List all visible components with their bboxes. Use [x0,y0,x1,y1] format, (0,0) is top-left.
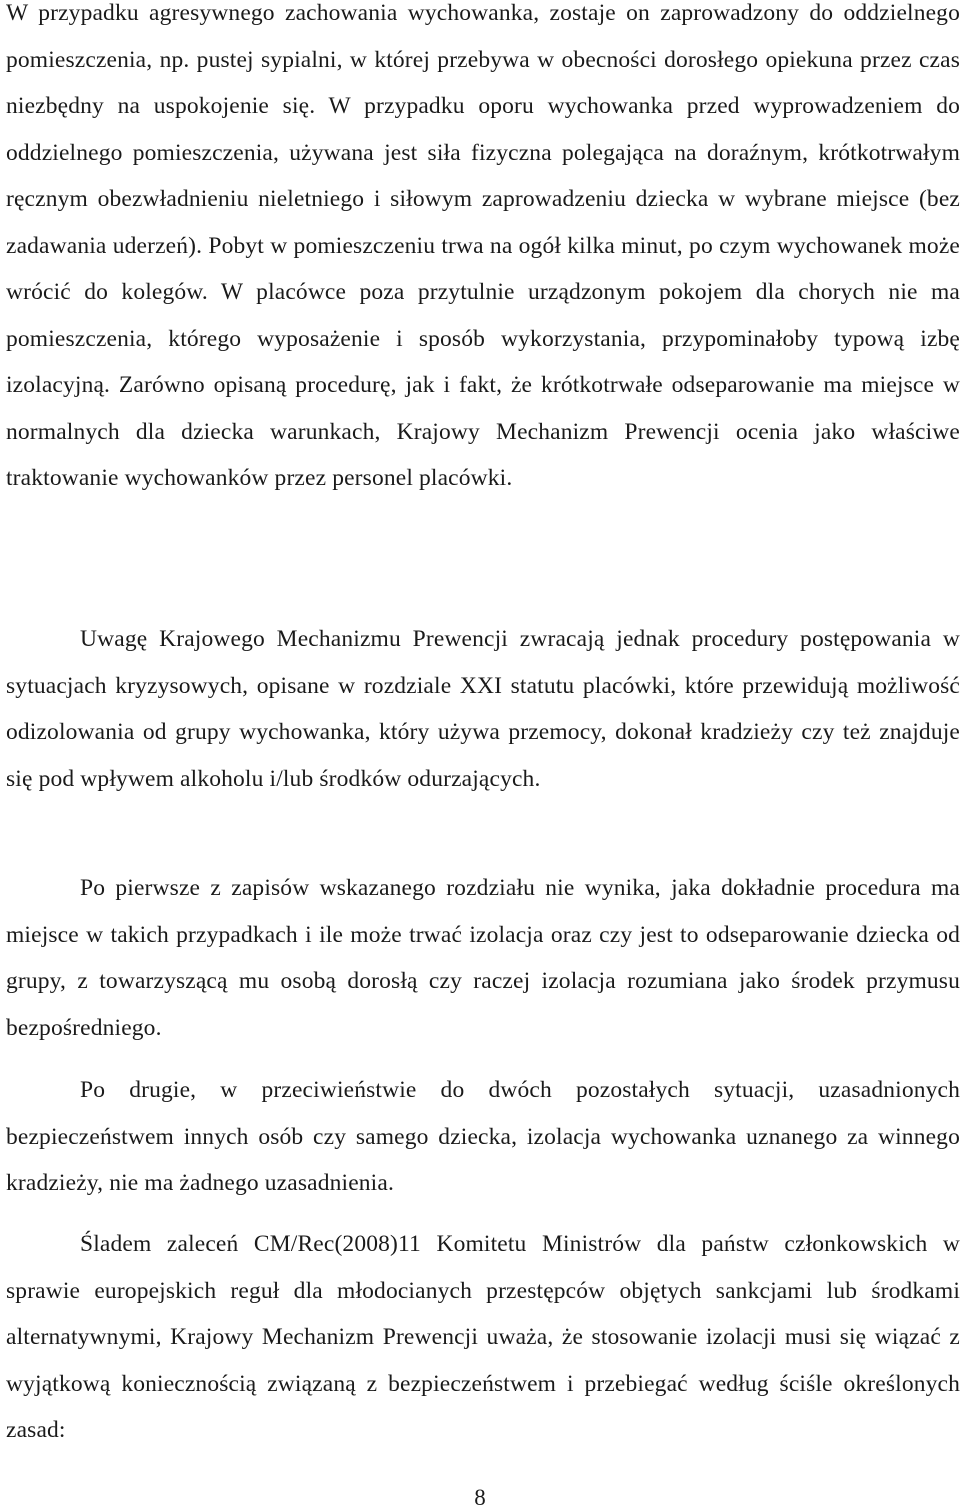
page-number: 8 [474,1485,486,1510]
paragraph-1: W przypadku agresywnego zachowania wychowanka, zostaje on zaprowadzony do oddzielnego pomieszczenia, np. pustej sypialni, w której przebywa w obecności dorosłego opiekuna przez czas niezbędny na uspokojenie się. W przypadku oporu wychowanka przed wyprowadzeniem do oddzielnego pomieszczenia, używana jest siła fizyczna polegająca na doraźnym, krótkotrwałym ręcznym obezwładnieniu nieletniego i siłowym zaprowadzeniu dziecka w wybrane miejsce (bez zadawania uderzeń). Pobyt w pomieszczeniu trwa na ogół kilka minut, po czym wychowanek może wrócić do kolegów. W placówce poza przytulnie urządzonym pokojem dla chorych nie ma pomieszczenia, którego wyposażenie i sposób wykorzystania, przypominałoby typową izbę izolacyjną. Zarówno opisaną procedurę, jak i fakt, że krótkotrwałe odseparowanie ma miejsce w normalnych dla dziecka warunkach, Krajowy Mechanizm Prewencji ocenia jako właściwe traktowanie wychowanków przez personel placówki. [6,0,960,491]
paragraph-2: Uwagę Krajowego Mechanizmu Prewencji zwracają jednak procedury postępowania w sytuacjach kryzysowych, opisane w rozdziale XXI statutu placówki, które przewidują możliwość odizolowania od grupy wychowanka, który używa przemocy, dokonał kradzieży czy też znajduje się pod wpływem alkoholu i/lub środków odurzających. [6,626,960,792]
paragraph-3: Po pierwsze z zapisów wskazanego rozdziału nie wynika, jaka dokładnie procedura ma miejsce w takich przypadkach i ile może trwać izolacja oraz czy jest to odseparowanie dziecka od grupy, z towarzyszącą mu osobą dorosłą czy raczej izolacja rozumiana jako środek przymusu bezpośredniego. [6,875,960,1041]
paragraph-4: Po drugie, w przeciwieństwie do dwóch pozostałych sytuacji, uzasadnionych bezpieczeństwem innych osób czy samego dziecka, izolacja wychowanka uznanego za winnego kradzieży, nie ma żadnego uzasadnienia. [6,1077,960,1196]
paragraph-5: Śladem zaleceń CM/Rec(2008)11 Komitetu Ministrów dla państw członkowskich w sprawie europejskich reguł dla młodocianych przestępców objętych sankcjami lub środkami alternatywnymi, Krajowy Mechanizm Prewencji uważa, że stosowanie izolacji musi się wiązać z wyjątkową koniecznością związaną z bezpieczeństwem i przebiegać według ściśle określonych zasad: [6,1231,960,1443]
